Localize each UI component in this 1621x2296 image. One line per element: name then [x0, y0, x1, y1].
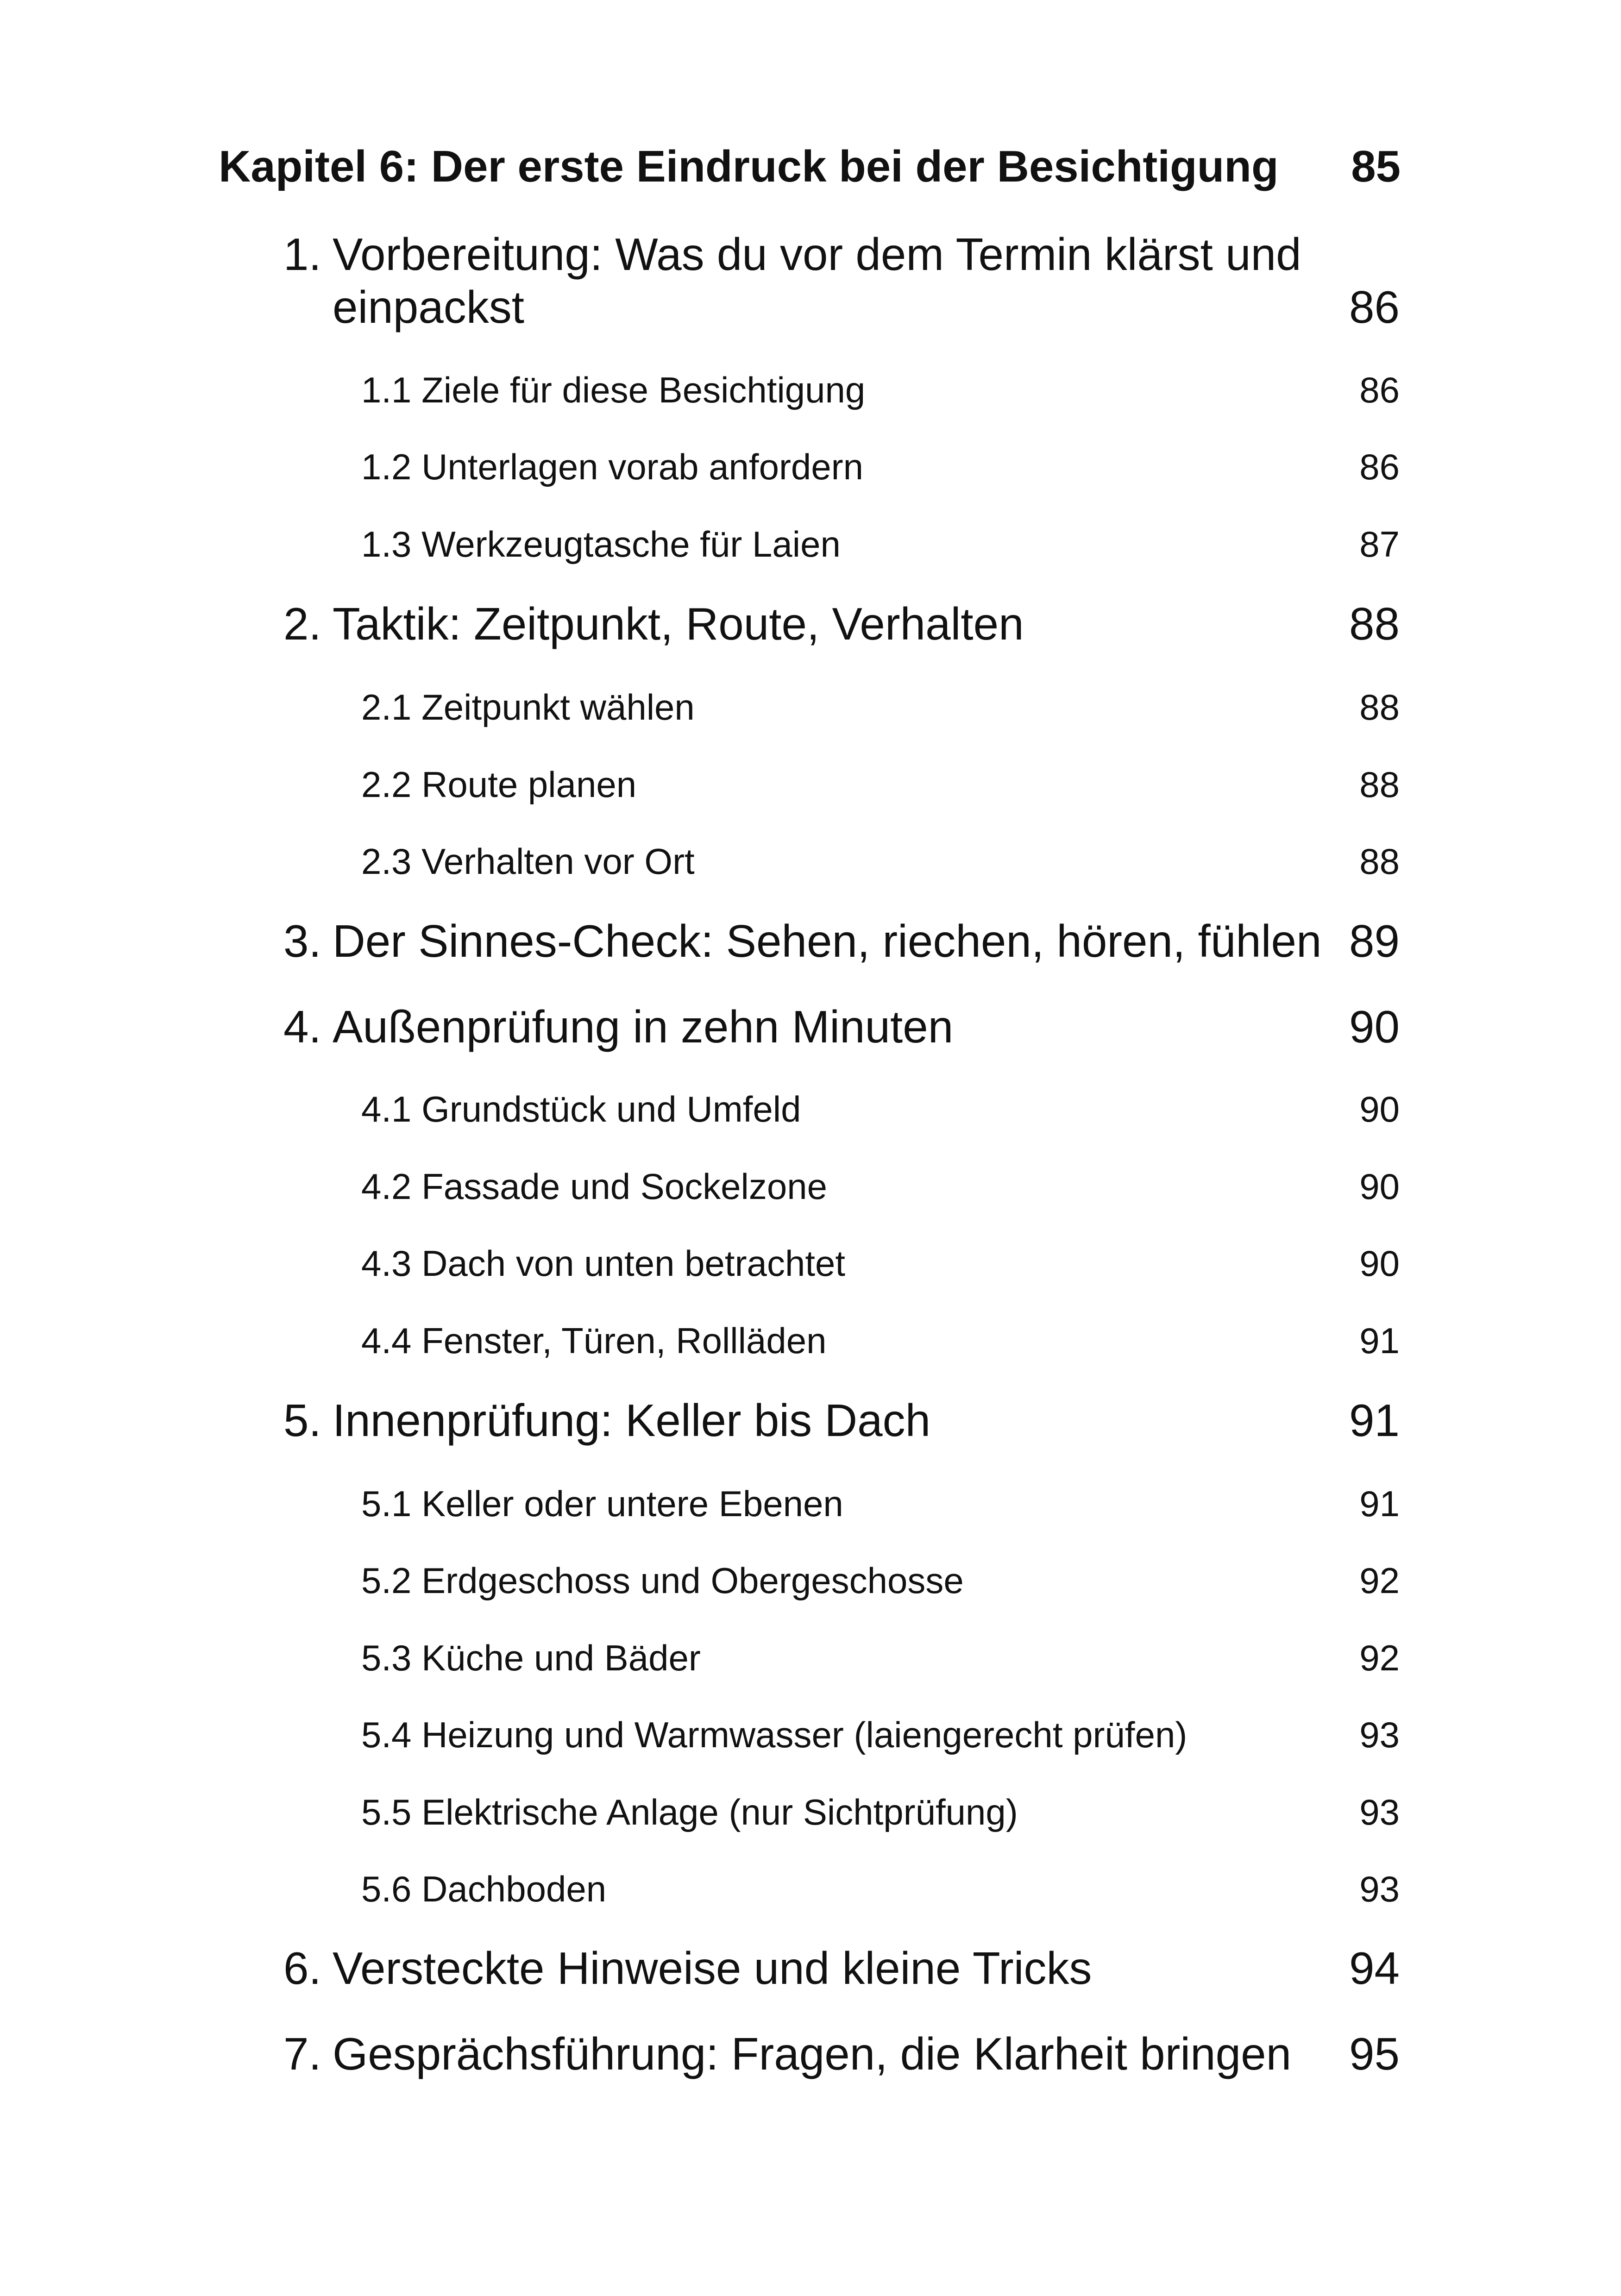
section-title: Außenprüfung in zehn Minuten: [333, 1001, 954, 1052]
subsection-page: 91: [1359, 1483, 1400, 1524]
subsection-title: 5.2 Erdgeschoss und Obergeschosse: [361, 1560, 964, 1601]
subsection-page: 90: [1359, 1243, 1400, 1284]
section-page: 88: [1349, 598, 1400, 649]
section-page: 89: [1349, 916, 1400, 966]
subsection-title: 5.3 Küche und Bäder: [361, 1637, 701, 1678]
section-number: 3.: [283, 916, 321, 966]
section-title: Der Sinnes-Check: Sehen, riechen, hören, fühlen: [333, 916, 1322, 966]
subsection-page: 92: [1359, 1560, 1400, 1601]
subsection-page: 86: [1359, 446, 1400, 487]
section-number: 6.: [283, 1943, 321, 1994]
subsection-title: 4.3 Dach von unten betrachtet: [361, 1243, 846, 1284]
section-title: Innenprüfung: Keller bis Dach: [333, 1395, 931, 1446]
subsection-title: 5.4 Heizung und Warmwasser (laiengerecht prüfen): [361, 1714, 1187, 1755]
subsection-title: 5.5 Elektrische Anlage (nur Sichtprüfung): [361, 1792, 1018, 1832]
subsection-page: 90: [1359, 1166, 1400, 1207]
subsection-title: 4.4 Fenster, Türen, Rollläden: [361, 1320, 827, 1361]
section-number: 2.: [283, 598, 321, 649]
chapter-title: Kapitel 6: Der erste Eindruck bei der Besichtigung: [219, 142, 1279, 191]
subsection-title: 4.1 Grundstück und Umfeld: [361, 1089, 801, 1129]
subsection-title: 5.1 Keller oder untere Ebenen: [361, 1483, 843, 1524]
subsection-page: 93: [1359, 1792, 1400, 1832]
section-title: Gesprächsführung: Fragen, die Klarheit bringen: [333, 2028, 1292, 2079]
subsection-page: 86: [1359, 370, 1400, 410]
section-number: 1.: [283, 229, 321, 280]
section-page: 95: [1349, 2028, 1400, 2079]
subsection-title: 5.6 Dachboden: [361, 1869, 607, 1909]
subsection-title: 1.1 Ziele für diese Besichtigung: [361, 370, 866, 410]
subsection-page: 90: [1359, 1089, 1400, 1129]
section-title: Versteckte Hinweise und kleine Tricks: [333, 1943, 1092, 1994]
subsection-title: 1.2 Unterlagen vorab anfordern: [361, 446, 864, 487]
section-page: 94: [1349, 1943, 1400, 1994]
chapter-page: 85: [1351, 142, 1401, 191]
subsection-page: 88: [1359, 764, 1400, 805]
subsection-title: 2.1 Zeitpunkt wählen: [361, 687, 695, 728]
subsection-page: 92: [1359, 1637, 1400, 1678]
subsection-page: 93: [1359, 1869, 1400, 1909]
subsection-title: 2.3 Verhalten vor Ort: [361, 841, 695, 882]
section-title: Vorbereitung: Was du vor dem Termin klärst und einpackst: [333, 229, 1301, 332]
section-number: 5.: [283, 1395, 321, 1446]
subsection-title: 1.3 Werkzeugtasche für Laien: [361, 524, 841, 565]
subsection-page: 88: [1359, 841, 1400, 882]
subsection-page: 93: [1359, 1714, 1400, 1755]
section-page: 86: [1349, 282, 1400, 332]
subsection-page: 87: [1359, 524, 1400, 565]
subsection-page: 88: [1359, 687, 1400, 728]
section-number: 4.: [283, 1001, 321, 1052]
subsection-title: 2.2 Route planen: [361, 764, 637, 805]
section-number: 7.: [283, 2028, 321, 2079]
subsection-page: 91: [1359, 1320, 1400, 1361]
section-page: 90: [1349, 1001, 1400, 1052]
section-page: 91: [1349, 1395, 1400, 1446]
subsection-title: 4.2 Fassade und Sockelzone: [361, 1166, 828, 1207]
section-title: Taktik: Zeitpunkt, Route, Verhalten: [333, 598, 1024, 649]
